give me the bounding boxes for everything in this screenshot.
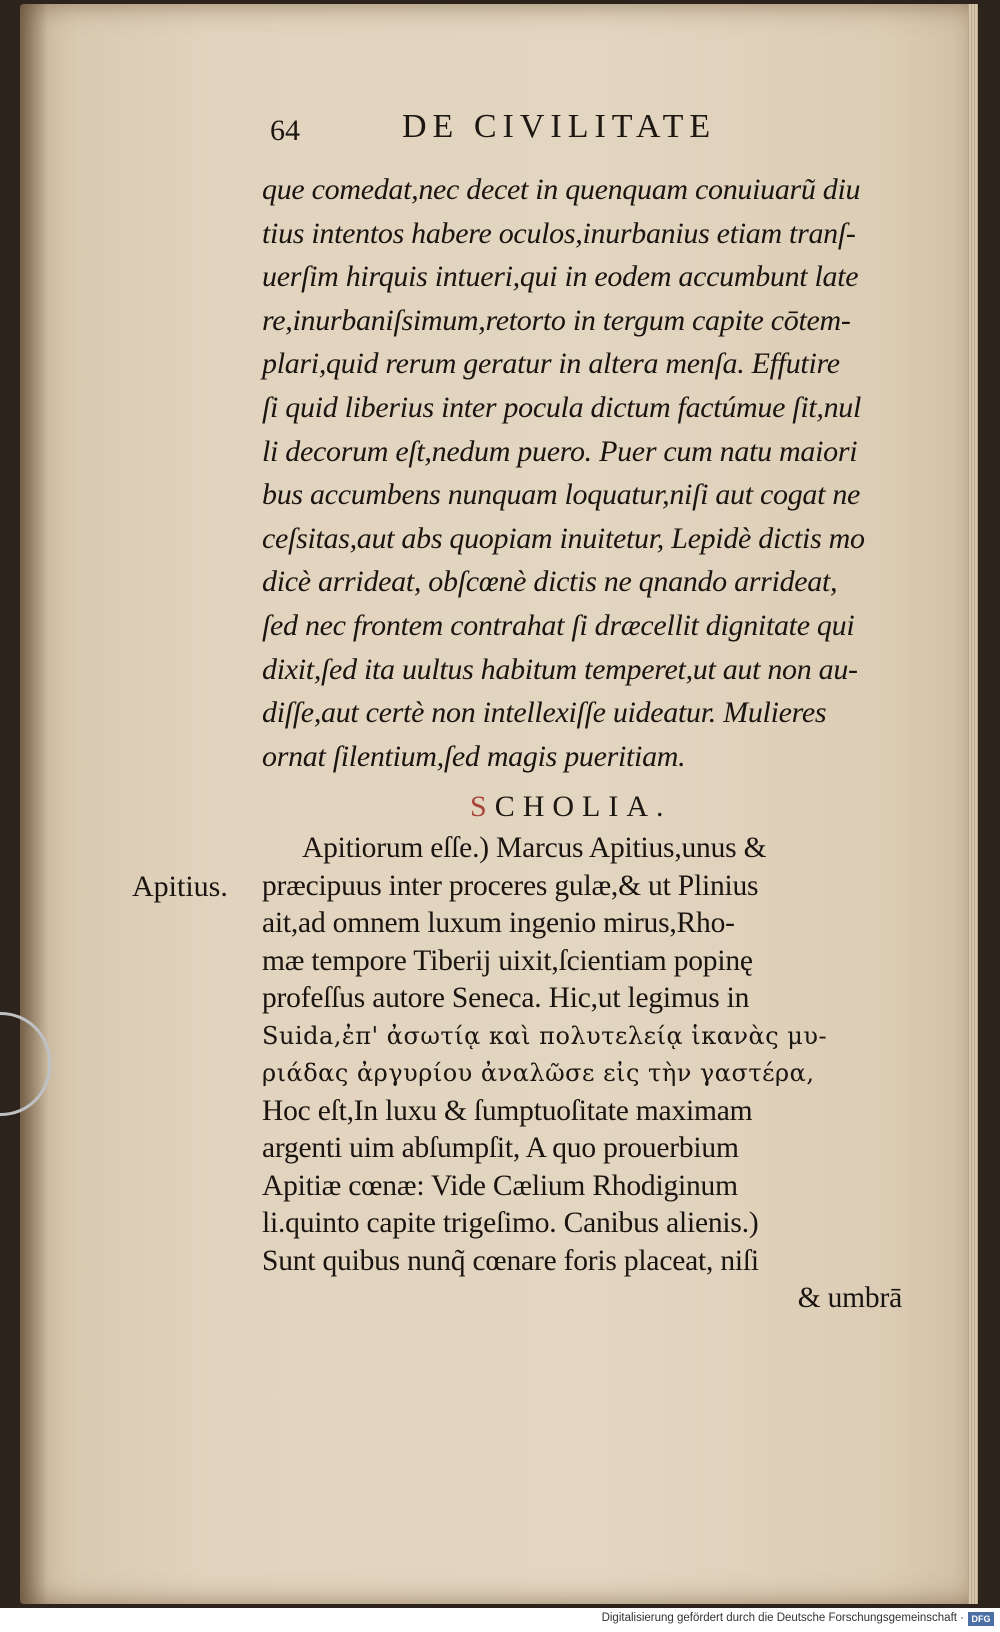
- margin-note: Apitius.: [132, 870, 228, 903]
- main-text-line: ornat ſilentium,ſed magis pueritiam.: [262, 739, 686, 773]
- page-edge: [968, 4, 978, 1604]
- commentary-line: Hoc eſt,In luxu & ſumptuoſitate maximam: [262, 1094, 753, 1127]
- main-text-line: dixit,ſed ita uultus habitum temperet,ut aut non au-: [262, 652, 858, 686]
- commentary-line: mæ tempore Tiberij uixit,ſcientiam popinę: [262, 944, 753, 977]
- commentary-line: li.quinto capite trigeſimo. Canibus alienis.): [262, 1207, 759, 1239]
- commentary-line-greek: ριάδας ἀργυρίου ἀναλῶσε εἰς τὴν γαστέρα,: [262, 1059, 815, 1087]
- scholia-heading-rest: CHOLIA.: [494, 790, 672, 823]
- commentary-line: Sunt quibus nunq̃ cœnare foris placeat, niſi: [262, 1244, 759, 1277]
- page-number: 64: [270, 114, 300, 147]
- catchword: & umbrā: [797, 1282, 902, 1314]
- main-text-line: bus accumbens nunquam loquatur,niſi aut cogat ne: [262, 478, 861, 512]
- main-text-line: dicè arrideat, obſcœnè dictis ne qnando arrideat,: [262, 565, 838, 599]
- main-text-line: li decorum eſt,nedum puero. Puer cum natu maiori: [262, 434, 858, 468]
- main-text-line: plari,quid rerum geratur in altera menſa. Effutire: [262, 347, 840, 381]
- main-text-line: tius intentos habere oculos,inurbanius etiam tranſ-: [262, 216, 856, 250]
- commentary-line: ait,ad omnem luxum ingenio mirus,Rho-: [262, 907, 735, 939]
- spine-shadow: [20, 4, 48, 1604]
- main-text: [262, 168, 912, 778]
- main-text-line: ſed nec frontem contrahat ſi dræcellit dignitate qui: [262, 608, 855, 642]
- commentary-line-greek: Suida,ἐπ' ἀσωτίᾳ καὶ πολυτελείᾳ ἱκανὰς μυ-: [262, 1021, 828, 1050]
- main-text-line: uerſim hirquis intueri,qui in eodem accumbunt late: [262, 260, 859, 294]
- commentary-line: argenti uim abſumpſit, A quo prouerbium: [262, 1132, 739, 1164]
- scholia-heading: [470, 790, 672, 824]
- main-text-line: diſſe,aut certè non intellexiſſe uideatur. Mulieres: [262, 696, 827, 730]
- main-text-line: re,inurbaniſsimum,retorto in tergum capite cōtem-: [262, 303, 851, 337]
- running-title: DE CIVILITATE: [402, 108, 717, 145]
- commentary-line: præcipuus inter proceres gulæ,& ut Plinius: [262, 869, 759, 902]
- commentary-text: [262, 830, 912, 1318]
- footer-bar: [0, 1608, 1000, 1632]
- main-text-line: ſi quid liberius inter pocula dictum factúmue ſit,nul: [262, 390, 862, 424]
- rubric-initial: S: [470, 790, 495, 823]
- commentary-line: Apitiorum eſſe.) Marcus Apitius,unus &: [302, 832, 767, 864]
- commentary-line: Apitiæ cœnæ: Vide Cælium Rhodiginum: [262, 1169, 738, 1202]
- main-text-line: que comedat,nec decet in quenquam conuiuarũ diu: [262, 173, 861, 206]
- commentary-line: profeſſus autore Seneca. Hic,ut legimus in: [262, 982, 750, 1014]
- dfg-logo: DFG: [968, 1612, 994, 1626]
- footer-credit: Digitalisierung gefördert durch die Deutsche Forschungsgemeinschaft ·: [601, 1612, 964, 1624]
- main-text-line: ceſsitas,aut abs quopiam inuitetur, Lepidè dictis mo: [262, 521, 865, 555]
